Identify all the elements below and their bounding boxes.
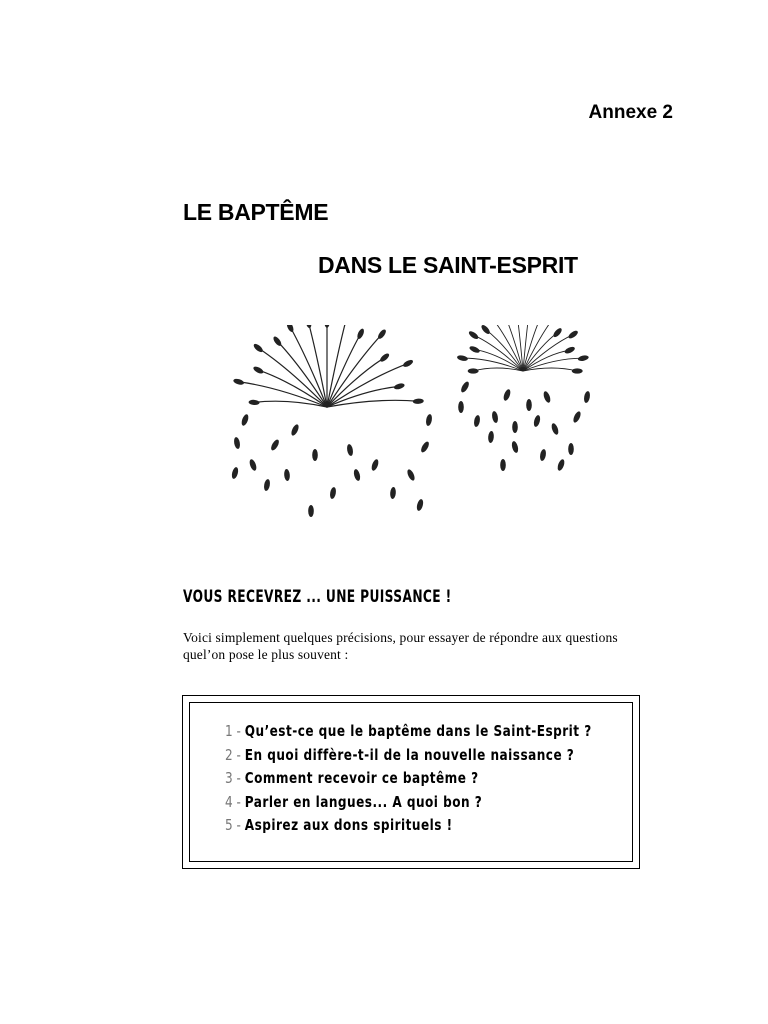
firework-spark bbox=[567, 329, 579, 340]
firework-drop bbox=[491, 411, 499, 424]
questions-list bbox=[225, 720, 695, 838]
question-text: Aspirez aux dons spirituels ! bbox=[244, 816, 453, 834]
firework-drop bbox=[572, 410, 582, 423]
firework-drop bbox=[583, 391, 591, 404]
firework-drop bbox=[539, 449, 547, 462]
firework-spark bbox=[413, 398, 424, 404]
firework-spark bbox=[577, 354, 589, 361]
firework-spark bbox=[379, 352, 391, 363]
firework-drop bbox=[284, 469, 291, 481]
firework-spark bbox=[252, 342, 264, 353]
question-item bbox=[225, 720, 592, 744]
firework-drop bbox=[329, 487, 337, 500]
title-line-2: DANS LE SAINT-ESPRIT bbox=[318, 252, 578, 278]
firework-spark bbox=[356, 328, 365, 340]
firework-ray bbox=[309, 325, 327, 407]
firework-spark bbox=[564, 346, 576, 355]
firework-drop bbox=[406, 468, 416, 481]
firework-drop bbox=[390, 487, 397, 499]
firework-drop bbox=[312, 449, 318, 461]
firework-spark bbox=[233, 378, 245, 386]
firework-drop bbox=[460, 380, 471, 393]
firework-drop bbox=[420, 440, 431, 453]
question-separator: - bbox=[232, 816, 245, 834]
firework-spark bbox=[552, 327, 563, 339]
firework-drop bbox=[526, 399, 532, 411]
question-item bbox=[225, 744, 592, 768]
firework-ray bbox=[523, 368, 577, 371]
firework-spark bbox=[342, 325, 349, 326]
firework-drop bbox=[533, 414, 542, 427]
question-number: 1 bbox=[225, 722, 233, 740]
firework-drop bbox=[500, 459, 506, 471]
firework-drop bbox=[308, 505, 314, 517]
firework-drop bbox=[473, 415, 481, 428]
firework-drop bbox=[346, 444, 354, 457]
firework-drop bbox=[488, 431, 495, 443]
firework-drop bbox=[425, 414, 433, 427]
question-number: 3 bbox=[225, 769, 233, 787]
firework-spark bbox=[480, 325, 491, 335]
title-line-1: LE BAPTÊME bbox=[183, 199, 329, 225]
firework-drop bbox=[416, 498, 425, 511]
question-number: 5 bbox=[225, 816, 233, 834]
firework-spark bbox=[469, 345, 481, 354]
firework-drop bbox=[511, 440, 520, 453]
firework-drop bbox=[270, 438, 281, 451]
firework-ray bbox=[493, 325, 523, 371]
question-item bbox=[225, 791, 592, 815]
firework-spark bbox=[572, 368, 583, 373]
firework-drop bbox=[353, 468, 362, 481]
firework-spark bbox=[252, 365, 264, 375]
questions-box bbox=[182, 695, 640, 869]
firework-drop bbox=[370, 458, 379, 471]
question-text: Comment recevoir ce baptême ? bbox=[244, 769, 479, 787]
firework-drop bbox=[550, 422, 559, 435]
firework-drop bbox=[568, 443, 574, 455]
question-separator: - bbox=[232, 722, 245, 740]
fireworks-icon bbox=[215, 325, 600, 530]
firework-ray bbox=[505, 325, 523, 371]
section-heading: VOUS RECEVREZ ... UNE PUISSANCE ! bbox=[183, 587, 452, 607]
firework-spark bbox=[468, 368, 479, 373]
firework-drop bbox=[458, 401, 464, 413]
firework-drop bbox=[231, 466, 240, 479]
annex-label: Annexe 2 bbox=[588, 102, 673, 123]
firework-drop bbox=[248, 458, 257, 471]
firework-drop bbox=[502, 388, 511, 401]
firework-drop bbox=[556, 458, 565, 471]
firework-drop bbox=[542, 390, 551, 403]
firework-drop bbox=[240, 413, 249, 426]
firework-drop bbox=[263, 479, 271, 492]
question-item bbox=[225, 814, 592, 838]
firework-spark bbox=[457, 354, 469, 361]
question-text: Parler en langues... A quoi bon ? bbox=[244, 792, 483, 811]
firework-spark bbox=[248, 399, 259, 405]
question-separator: - bbox=[232, 769, 245, 787]
question-text: Qu’est-ce que le baptême dans le Saint-Esprit ? bbox=[244, 722, 592, 740]
question-text: En quoi diffère-t-il de la nouvelle naissance ? bbox=[244, 745, 575, 764]
question-item bbox=[225, 767, 592, 791]
firework-ray bbox=[327, 325, 346, 407]
firework-spark bbox=[393, 382, 405, 390]
question-number: 2 bbox=[225, 745, 233, 764]
firework-spark bbox=[324, 325, 329, 328]
firework-drop bbox=[233, 437, 241, 450]
question-separator: - bbox=[232, 792, 245, 811]
intro-paragraph: Voici simplement quelques précisions, pour essayer de répondre aux questions quel’on pose le plus souvent : bbox=[183, 630, 618, 662]
firework-spark bbox=[468, 330, 480, 341]
firework-spark bbox=[305, 325, 312, 329]
firework-drop bbox=[512, 421, 518, 433]
firework-drop bbox=[290, 423, 300, 436]
firework-spark bbox=[402, 359, 414, 369]
question-separator: - bbox=[232, 745, 245, 764]
question-number: 4 bbox=[225, 792, 233, 811]
